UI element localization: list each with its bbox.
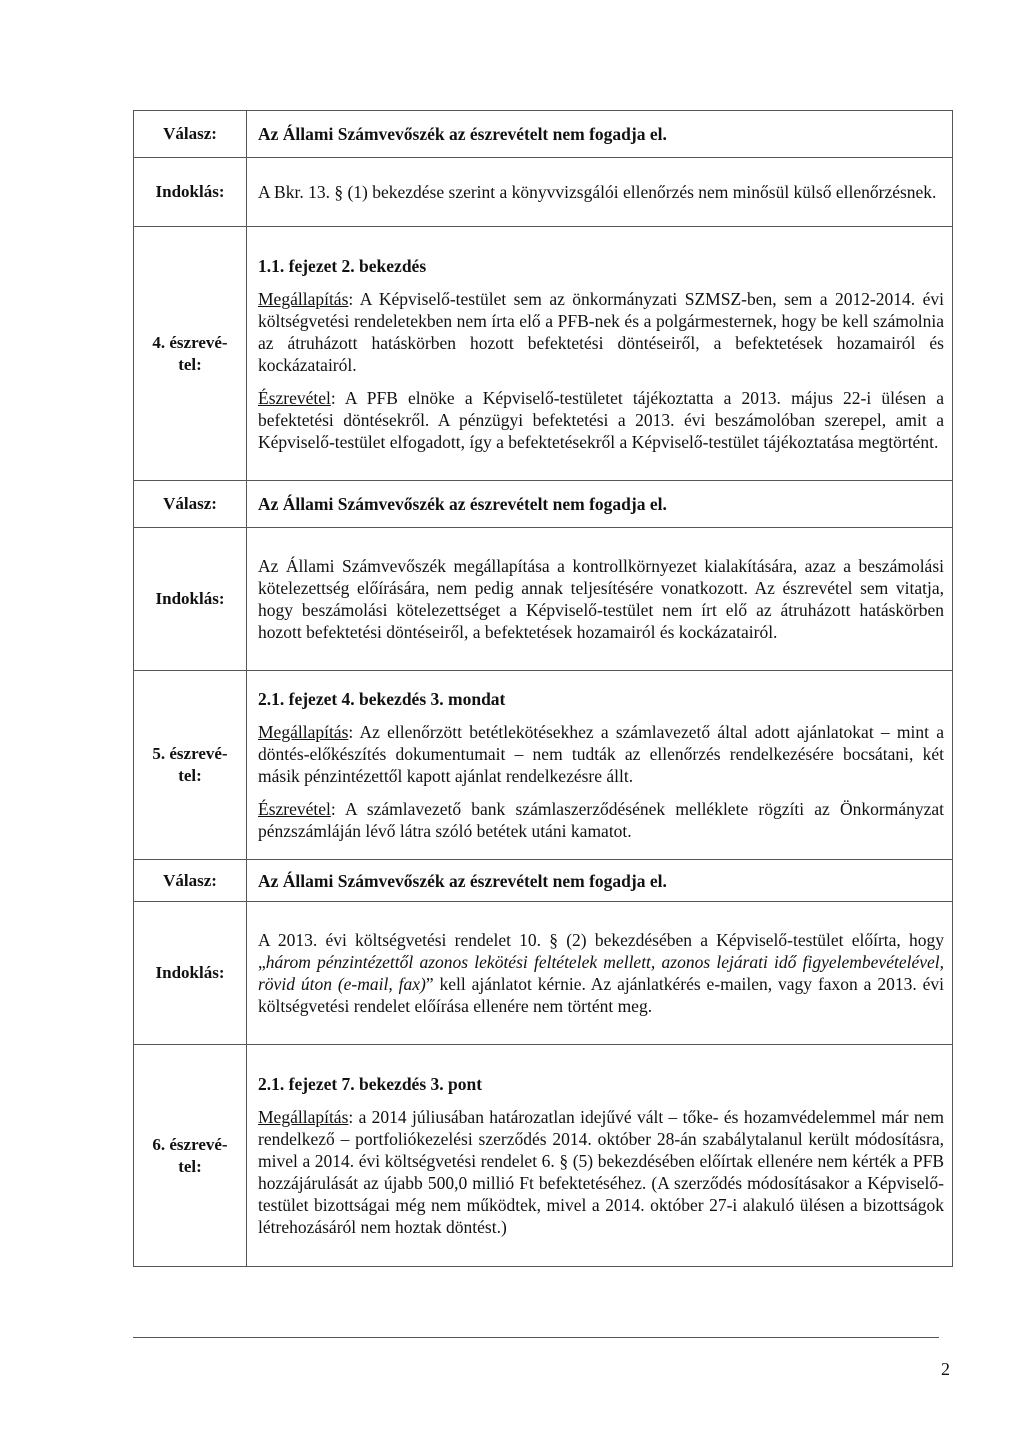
- row-justification: [134, 158, 953, 227]
- page-number: 2: [941, 1359, 950, 1379]
- justification-text: [247, 902, 953, 1045]
- row-label: [134, 1045, 247, 1267]
- finding-paragraph: [258, 721, 944, 787]
- remark-text: : A PFB elnöke a Képviselő-testületet tájékoztatta a 2013. május 22-i ülésen a befektetési döntésekről. A pénzügyi befektetési a 2013. évi beszámolóban szerepel, amit a Képviselő-testület elfogadott, így a befektetésekről a Képviselő-testület tájékoztatása megtörtént.: [258, 387, 944, 452]
- row-justification: [134, 902, 953, 1045]
- observation-content: [247, 227, 953, 481]
- row-label-line: tel:: [178, 354, 202, 374]
- row-label: Indoklás:: [134, 158, 247, 227]
- row-response: [134, 111, 953, 158]
- remark-label: Észrevétel: [258, 799, 331, 819]
- row-label: Indoklás:: [134, 902, 247, 1045]
- section-reference: 2.1. fejezet 7. bekezdés 3. pont: [258, 1074, 483, 1094]
- justification-text: Az Állami Számvevőszék megállapítása a kontrollkörnyezet kialakítására, azaz a beszámolási kötelezettség előírására, nem pedig annak teljesítésére vonatkozott. Az észrevétel sem vitatja, hogy beszámolási kötelezettséget a Képviselő-testület nem írt elő az átruházott hatáskörben hozott befektetési döntéseiről, a befektetések hozamairól és kockázatairól.: [247, 528, 953, 671]
- row-label-line: tel:: [178, 1156, 202, 1176]
- footer-divider: [133, 1337, 939, 1338]
- finding-text: : a 2014 júliusában határozatlan idejűvé vált – tőke- és hozamvédelemmel már nem rendelkező – portfoliókezelési szerződés 2014. október 28-án szabálytalanul került módosításra, mivel a 2014. évi költségvetési rendelet 6. § (5) bekezdésében előírtak ellenére nem kérték a PFB hozzájárulását az újabb 500,0 millió Ft befektetéséhez. (A szerződés módosításakor a Képviselő-testület bizottságai még nem működtek, mivel a 2014. október 27-i alakuló ülésen a bizottságok létrehozásáról nem hoztak döntést.): [258, 1107, 944, 1237]
- remark-paragraph: [258, 798, 944, 842]
- row-label: Indoklás:: [134, 528, 247, 671]
- observations-table: [133, 110, 953, 1267]
- row-observation-5: [134, 671, 953, 860]
- row-label: Válasz:: [134, 111, 247, 158]
- justification-text-part: A 2013. évi költségvetési rendelet 10. § (2) bekezdésében a Képviselő-testület előírta, hogy „: [258, 930, 944, 972]
- response-text: Az Állami Számvevőszék az észrevételt nem fogadja el.: [247, 860, 953, 902]
- row-label-line: 5. észrevé-: [152, 744, 228, 763]
- observation-content: [247, 671, 953, 860]
- finding-paragraph: [258, 1106, 944, 1238]
- response-text: Az Állami Számvevőszék az észrevételt nem fogadja el.: [247, 111, 953, 158]
- row-label: Válasz:: [134, 860, 247, 902]
- observation-content: [247, 1045, 953, 1267]
- finding-label: Megállapítás: [258, 722, 349, 742]
- finding-label: Megállapítás: [258, 288, 349, 309]
- finding-text: : A Képviselő-testület sem az önkormányzati SZMSZ-ben, sem a 2012-2014. évi költségvetési rendeletekben nem írta elő a PFB-nek és a polgármesternek, hogy be kell számolnia az átruházott hatáskörben hozott befektetési döntéseiről, a befektetések hozamairól és kockázatairól.: [258, 288, 944, 375]
- row-observation-6: [134, 1045, 953, 1267]
- row-label-line: 4. észrevé-: [152, 332, 228, 352]
- row-label: [134, 671, 247, 860]
- row-label: Válasz:: [134, 481, 247, 528]
- row-response: [134, 481, 953, 528]
- remark-paragraph: [258, 387, 944, 453]
- row-justification: [134, 528, 953, 671]
- justification-text-part: ” kell ajánlatot kérnie. Az ajánlatkérés e-mailen, vagy faxon a 2013. évi költségvetési rendelet előírása ellenére nem történt meg.: [258, 974, 944, 1016]
- finding-text: : Az ellenőrzött betétlekötésekhez a számlavezető által adott ajánlatokat – mint a döntés-előkészítés dokumentumait – nem tudták az ellenőrzés rendelkezésére bocsátani, két másik pénzintézettől kapott ajánlat rendelkezésre állt.: [258, 722, 944, 786]
- remark-label: Észrevétel: [258, 387, 331, 408]
- response-text: Az Állami Számvevőszék az észrevételt nem fogadja el.: [247, 481, 953, 528]
- row-observation-4: [134, 227, 953, 481]
- section-reference: 2.1. fejezet 4. bekezdés 3. mondat: [258, 689, 506, 709]
- finding-label: Megállapítás: [258, 1107, 349, 1127]
- row-label: [134, 227, 247, 481]
- quoted-regulation: három pénzintézettől azonos lekötési feltételek mellett, azonos lejárati idő figyelembevételével, rövid úton (e-mail, fax): [258, 952, 944, 994]
- row-label-line: 6. észrevé-: [152, 1134, 228, 1154]
- row-response: [134, 860, 953, 902]
- section-reference: 1.1. fejezet 2. bekezdés: [258, 255, 427, 276]
- row-label-line: tel:: [178, 766, 202, 785]
- remark-text: : A számlavezető bank számlaszerződésének melléklete rögzíti az Önkormányzat pénzszámláján lévő látra szóló betétek utáni kamatot.: [258, 799, 944, 841]
- finding-paragraph: [258, 288, 944, 376]
- justification-text: A Bkr. 13. § (1) bekezdése szerint a könyvvizsgálói ellenőrzés nem minősül külső ellenőrzésnek.: [247, 158, 953, 227]
